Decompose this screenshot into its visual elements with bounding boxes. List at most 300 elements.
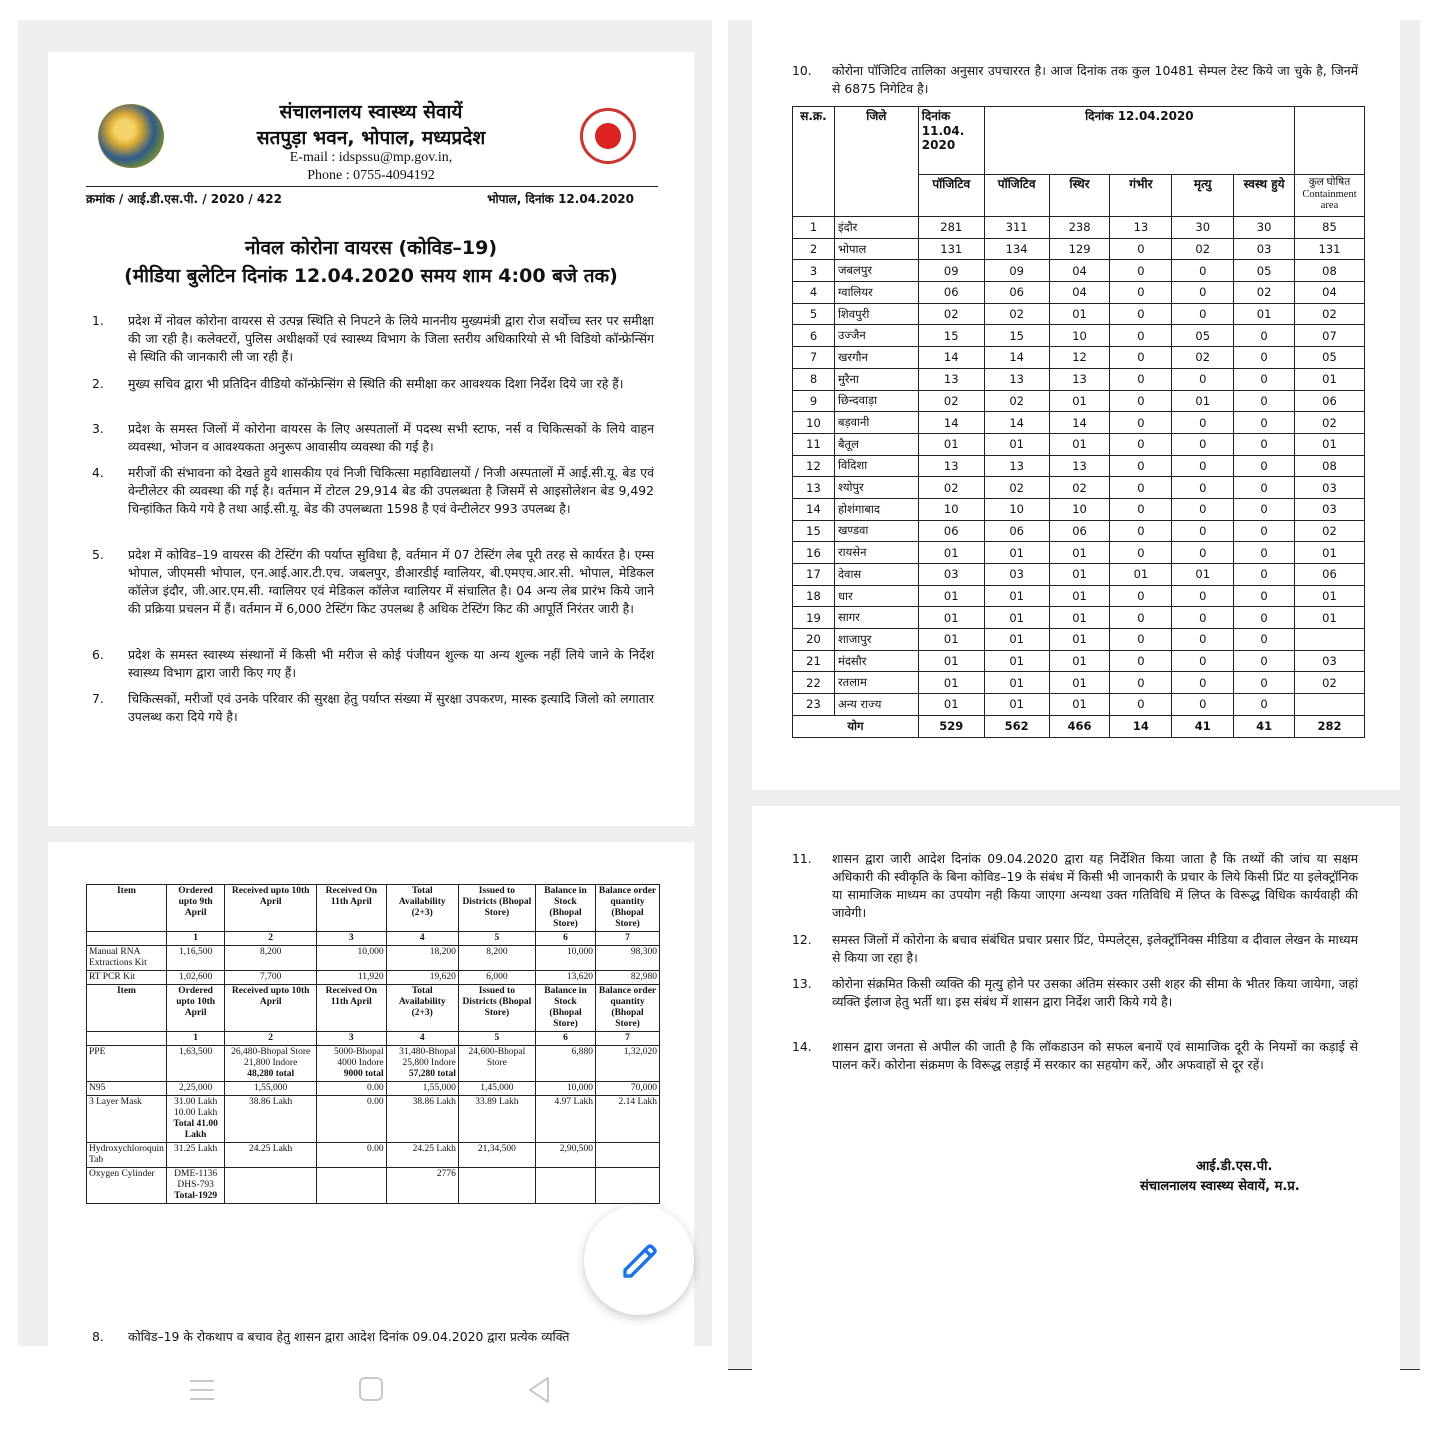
table-cell: 3 Layer Mask bbox=[87, 1096, 167, 1143]
table-cell: 14 bbox=[918, 412, 984, 434]
table-cell: योग bbox=[793, 715, 919, 737]
table-cell: 2.14 Lakh bbox=[596, 1096, 660, 1143]
table-cell: 466 bbox=[1049, 715, 1110, 737]
table-cell: 01 bbox=[1295, 585, 1365, 607]
district-name: जबलपुर bbox=[834, 260, 918, 282]
table-cell: 41 bbox=[1234, 715, 1295, 737]
table-cell: 0 bbox=[1234, 477, 1295, 499]
table-cell: 8 bbox=[793, 368, 835, 390]
stock-table bbox=[86, 884, 660, 1204]
table-cell: 01 bbox=[1049, 390, 1110, 412]
table-cell: 11 bbox=[793, 433, 835, 455]
column-header: स्वस्थ हुये bbox=[1234, 175, 1295, 217]
table-cell: 0 bbox=[1110, 238, 1172, 260]
table-cell: 311 bbox=[984, 217, 1049, 239]
table-row bbox=[87, 1096, 660, 1143]
table-cell: 13,620 bbox=[535, 971, 595, 985]
table-cell bbox=[458, 1168, 535, 1204]
table-cell: 13 bbox=[793, 477, 835, 499]
table-cell bbox=[87, 1032, 167, 1046]
table-cell: 04 bbox=[1295, 282, 1365, 304]
table-cell: 3 bbox=[793, 260, 835, 282]
table-cell: 01 bbox=[918, 433, 984, 455]
table-cell: 85 bbox=[1295, 217, 1365, 239]
table-cell: 0 bbox=[1234, 629, 1295, 651]
table-cell: 0 bbox=[1110, 390, 1172, 412]
column-header: Received On 11th April bbox=[317, 885, 387, 932]
org-name: संचालनालय स्वास्थ्य सेवायें bbox=[279, 101, 463, 123]
table-cell: 02 bbox=[1295, 303, 1365, 325]
table-cell: 129 bbox=[1049, 238, 1110, 260]
table-cell: 02 bbox=[1172, 347, 1234, 369]
table-cell: 17 bbox=[793, 564, 835, 586]
table-cell: 0 bbox=[1234, 455, 1295, 477]
table-cell: 01 bbox=[918, 585, 984, 607]
table-cell: 8,200 bbox=[458, 946, 535, 971]
table-cell: 20 bbox=[793, 629, 835, 651]
table-cell: 03 bbox=[1295, 477, 1365, 499]
table-cell: 6,000 bbox=[458, 971, 535, 985]
cell-total: Total-1929 bbox=[174, 1191, 218, 1201]
table-cell: 24.25 Lakh bbox=[386, 1143, 458, 1168]
paragraph: 12. समस्त जिलों में कोरोना के बचाव संबंधित प्रचार प्रसार प्रिंट, पेम्पलेट्स, इलेक्ट्रॉनिक्स मीडिया व दीवाल लेखन के माध्यम से किया जा रहा है। bbox=[792, 932, 1358, 965]
paragraph: 3. प्रदेश के समस्त जिलों में कोरोना वायरस के लिए अस्पतालों में पदस्थ सभी स्टाफ, नर्स व चिकित्सकों के लिये वाहन व्यवस्था, भोजन व आवश्यकता अनुरूप आवासीय व्यवस्था की गई है। bbox=[92, 421, 654, 454]
paragraph: 6. प्रदेश के समस्त स्वास्थ्य संस्थानों में किसी भी मरीज से कोई पंजीयन शुल्क या अन्य शुल्क नहीं लिये जाने के निर्देश स्वास्थ्य विभाग द्वारा जारी किए गए हैं। bbox=[92, 647, 654, 680]
table-cell: 0 bbox=[1110, 282, 1172, 304]
table-row bbox=[793, 650, 1365, 672]
table-cell: 13 bbox=[984, 368, 1049, 390]
table-cell: 01 bbox=[984, 585, 1049, 607]
table-cell: 1 bbox=[166, 932, 224, 946]
table-cell: 01 bbox=[1295, 607, 1365, 629]
table-cell: 6 bbox=[535, 932, 595, 946]
column-header: Received upto 10th April bbox=[225, 885, 317, 932]
table-cell: 1,55,000 bbox=[386, 1082, 458, 1096]
table-cell bbox=[1295, 629, 1365, 651]
table-cell: 02 bbox=[918, 390, 984, 412]
table-cell: 31,480-Bhopal 25,800 Indore 57,280 total bbox=[386, 1046, 458, 1082]
table-cell: Hydroxychloroquin Tab bbox=[87, 1143, 167, 1168]
table-row bbox=[87, 1046, 660, 1082]
column-header: कुल घोषित Containment area bbox=[1295, 175, 1365, 217]
home-icon[interactable] bbox=[358, 1376, 384, 1402]
table-cell: 01 bbox=[918, 672, 984, 694]
table-cell: 0 bbox=[1172, 607, 1234, 629]
header-rule bbox=[86, 186, 658, 187]
table-cell: 0 bbox=[1172, 672, 1234, 694]
column-header: Balance order quantity (Bhopal Store) bbox=[596, 985, 660, 1032]
table-cell: 19 bbox=[793, 607, 835, 629]
cell-total: Total 41.00 Lakh bbox=[173, 1119, 218, 1140]
district-name: मुरैना bbox=[834, 368, 918, 390]
table-cell: 14 bbox=[984, 347, 1049, 369]
table-cell: 02 bbox=[1172, 238, 1234, 260]
table-cell: 13 bbox=[984, 455, 1049, 477]
table-cell: 06 bbox=[918, 282, 984, 304]
table-cell: 1,02,600 bbox=[166, 971, 224, 985]
table-row bbox=[793, 542, 1365, 564]
paragraph: 14. शासन द्वारा जनता से अपील की जाती है कि लॉकडाउन को सफल बनायें एवं सामाजिक दूरी के नियमों का कड़ाई से पालन करें। कोरोना संक्रमण के विरूद्ध लड़ाई में सरकार का सहयोग करें, और अफवाहों से दूर रहें। bbox=[792, 1039, 1358, 1072]
table-cell: 10 bbox=[918, 498, 984, 520]
table-cell: 4 bbox=[793, 282, 835, 304]
table-cell: 0 bbox=[1234, 585, 1295, 607]
signature-line-2: संचालनालय स्वास्थ्य सेवायें, म.प्र. bbox=[1140, 1179, 1300, 1194]
table-cell: 03 bbox=[918, 564, 984, 586]
district-table bbox=[792, 106, 1365, 738]
table-cell: 24.25 Lakh bbox=[225, 1143, 317, 1168]
table-cell: 1 bbox=[793, 217, 835, 239]
table-cell: 30 bbox=[1172, 217, 1234, 239]
table-cell: 0 bbox=[1110, 629, 1172, 651]
column-header: पॉजिटिव bbox=[984, 175, 1049, 217]
table-cell: 01 bbox=[1049, 585, 1110, 607]
table-cell: 06 bbox=[918, 520, 984, 542]
table-cell: 0 bbox=[1172, 303, 1234, 325]
table-cell: 08 bbox=[1295, 260, 1365, 282]
table-cell: 09 bbox=[918, 260, 984, 282]
table-cell: 10,000 bbox=[317, 946, 387, 971]
table-row bbox=[793, 347, 1365, 369]
table-cell: 04 bbox=[1049, 282, 1110, 304]
table-cell: 282 bbox=[1295, 715, 1365, 737]
table-cell: 0 bbox=[1110, 694, 1172, 716]
table-cell: 01 bbox=[1049, 542, 1110, 564]
table-cell: 4 bbox=[386, 1032, 458, 1046]
table-cell: 0 bbox=[1234, 564, 1295, 586]
table-cell: 02 bbox=[918, 477, 984, 499]
table-cell: 21,34,500 bbox=[458, 1143, 535, 1168]
table-cell: 01 bbox=[918, 607, 984, 629]
table-cell: 10 bbox=[1049, 498, 1110, 520]
org-phone: Phone : 0755-4094192 bbox=[307, 168, 435, 183]
table-cell: 09 bbox=[984, 260, 1049, 282]
table-row bbox=[87, 946, 660, 971]
table-cell: 0 bbox=[1172, 585, 1234, 607]
table-cell: 238 bbox=[1049, 217, 1110, 239]
table-cell: 98,300 bbox=[596, 946, 660, 971]
table-row bbox=[87, 1143, 660, 1168]
table-cell: 7 bbox=[596, 1032, 660, 1046]
table-cell: 0 bbox=[1110, 303, 1172, 325]
header-sno: स.क्र. bbox=[793, 107, 835, 217]
table-cell: 0 bbox=[1234, 325, 1295, 347]
table-cell: 0 bbox=[1234, 498, 1295, 520]
table-cell: PPE bbox=[87, 1046, 167, 1082]
table-cell: 01 bbox=[918, 650, 984, 672]
table-cell: 13 bbox=[1049, 455, 1110, 477]
table-cell: 5 bbox=[793, 303, 835, 325]
table-cell: 7 bbox=[596, 932, 660, 946]
table-cell: 0 bbox=[1234, 433, 1295, 455]
table-cell: 01 bbox=[1049, 694, 1110, 716]
table-cell: 1,63,500 bbox=[166, 1046, 224, 1082]
district-name: बड़वानी bbox=[834, 412, 918, 434]
table-cell: 04 bbox=[1049, 260, 1110, 282]
table-cell: 3 bbox=[317, 1032, 387, 1046]
table-row bbox=[793, 390, 1365, 412]
table-cell: 0 bbox=[1234, 607, 1295, 629]
table-cell: 01 bbox=[984, 629, 1049, 651]
table-cell: 0 bbox=[1172, 433, 1234, 455]
table-cell: 1,45,000 bbox=[458, 1082, 535, 1096]
table-cell: 9 bbox=[793, 390, 835, 412]
page-2[interactable] bbox=[752, 20, 1400, 790]
table-cell: RT PCR Kit bbox=[87, 971, 167, 985]
table-cell: Oxygen Cylinder bbox=[87, 1168, 167, 1204]
paragraph: 11. शासन द्वारा जारी आदेश दिनांक 09.04.2020 द्वारा यह निर्देशित किया जाता है कि तथ्यों की जांच या सक्षम अधिकारी की स्वीकृति के बिना कोविड–19 के संबंध में किसी भी जानकारी के प्रचार के लिये किसी प्रिंट या इलेक्ट्रॉनिक या सामाजिक माध्यम का उपयोग नही किया जाएगा अन्यथा उक्त गतिविधि में लिप्त के विरूद्ध विधिक कार्यवाही की जावेगी। bbox=[792, 851, 1358, 920]
table-cell: 31.25 Lakh bbox=[166, 1143, 224, 1168]
table-cell: 6,880 bbox=[535, 1046, 595, 1082]
table-cell: 0 bbox=[1172, 542, 1234, 564]
table-cell: 0 bbox=[1172, 455, 1234, 477]
table-row bbox=[793, 433, 1365, 455]
table-cell: 01 bbox=[1110, 564, 1172, 586]
table-cell: 7 bbox=[793, 347, 835, 369]
table-cell: 14 bbox=[1110, 715, 1172, 737]
table-row bbox=[793, 238, 1365, 260]
table-row bbox=[793, 217, 1365, 239]
table-cell: 0 bbox=[1110, 650, 1172, 672]
table-cell: 2,25,000 bbox=[166, 1082, 224, 1096]
table-row bbox=[793, 672, 1365, 694]
table-cell: 13 bbox=[1110, 217, 1172, 239]
table-cell: 70,000 bbox=[596, 1082, 660, 1096]
table-cell: 13 bbox=[1049, 368, 1110, 390]
table-cell: 02 bbox=[984, 303, 1049, 325]
table-cell: 19,620 bbox=[386, 971, 458, 985]
table-cell: 0 bbox=[1234, 368, 1295, 390]
table-cell: 06 bbox=[984, 520, 1049, 542]
back-icon[interactable] bbox=[526, 1376, 552, 1404]
table-row bbox=[793, 585, 1365, 607]
column-header: Ordered upto 9th April bbox=[166, 885, 224, 932]
table-cell: 0 bbox=[1172, 520, 1234, 542]
table-cell: 10,000 bbox=[535, 946, 595, 971]
table-row bbox=[793, 694, 1365, 716]
table-cell: 01 bbox=[1295, 542, 1365, 564]
table-cell: 5 bbox=[458, 1032, 535, 1046]
table-cell: 0 bbox=[1172, 650, 1234, 672]
table-cell: 18 bbox=[793, 585, 835, 607]
cell-total: 57,280 total bbox=[408, 1069, 456, 1079]
district-name: इंदौर bbox=[834, 217, 918, 239]
district-name: विदिशा bbox=[834, 455, 918, 477]
column-header: Total Availability (2+3) bbox=[386, 885, 458, 932]
table-cell: 01 bbox=[984, 542, 1049, 564]
table-cell: 01 bbox=[1295, 433, 1365, 455]
table-cell bbox=[535, 1168, 595, 1204]
table-cell: 15 bbox=[793, 520, 835, 542]
table-cell: 13 bbox=[918, 455, 984, 477]
menu-icon[interactable] bbox=[188, 1378, 216, 1402]
reference-number: क्रमांक / आई.डी.एस.पी. / 2020 / 422 bbox=[86, 192, 282, 206]
table-row bbox=[793, 520, 1365, 542]
table-cell: 1 bbox=[166, 1032, 224, 1046]
table-cell: 26,480-Bhopal Store 21,800 Indore 48,280 total bbox=[225, 1046, 317, 1082]
paragraph: 1. प्रदेश में नोवल कोरोना वायरस से उत्पन्न स्थिति से निपटने के लिये माननीय मुख्यमंत्री द्वारा रोज सर्वोच्च स्तर पर समीक्षा की जा रही है। कलेक्टरों, पुलिस अधीक्षकों एवं स्वास्थ्य विभाग के जिला स्तरीय अधिकारियो से भी विडियो कॉन्फ्रेन्सिंग से स्थिति की जानकारी ली जा रही हैं। bbox=[92, 313, 654, 364]
table-cell: 03 bbox=[984, 564, 1049, 586]
table-cell: 0 bbox=[1110, 672, 1172, 694]
table-cell: 0 bbox=[1234, 694, 1295, 716]
table-cell: 0 bbox=[1172, 282, 1234, 304]
total-row bbox=[793, 715, 1365, 737]
table-cell: 01 bbox=[1049, 672, 1110, 694]
table-cell: 21 bbox=[793, 650, 835, 672]
district-name: बैतूल bbox=[834, 433, 918, 455]
table-cell: 0 bbox=[1110, 520, 1172, 542]
table-row bbox=[793, 629, 1365, 651]
system-nav-bar bbox=[0, 1370, 720, 1440]
table-row bbox=[793, 368, 1365, 390]
table-row bbox=[793, 282, 1365, 304]
table-cell: 14 bbox=[793, 498, 835, 520]
table-cell: 6 bbox=[535, 1032, 595, 1046]
table-cell: 31.00 Lakh 10.00 Lakh Total 41.00 Lakh bbox=[166, 1096, 224, 1143]
table-cell: 01 bbox=[1049, 650, 1110, 672]
table-cell: 0 bbox=[1110, 433, 1172, 455]
table-cell: 4.97 Lakh bbox=[535, 1096, 595, 1143]
table-cell: 15 bbox=[984, 325, 1049, 347]
table-cell: 01 bbox=[1049, 433, 1110, 455]
table-cell: 01 bbox=[1234, 303, 1295, 325]
table-row bbox=[793, 455, 1365, 477]
table-cell: 0 bbox=[1234, 672, 1295, 694]
edit-button[interactable] bbox=[584, 1205, 694, 1315]
table-cell: 5 bbox=[458, 932, 535, 946]
table-cell: 3 bbox=[317, 932, 387, 946]
table-cell: 38.86 Lakh bbox=[386, 1096, 458, 1143]
table-cell: 01 bbox=[1172, 390, 1234, 412]
table-row bbox=[793, 412, 1365, 434]
table-cell bbox=[87, 932, 167, 946]
table-cell: 0.00 bbox=[317, 1143, 387, 1168]
table-cell: 14 bbox=[984, 412, 1049, 434]
cell-total: 9000 total bbox=[343, 1069, 384, 1079]
table-cell: 0 bbox=[1110, 607, 1172, 629]
table-cell: 0 bbox=[1234, 347, 1295, 369]
table-cell: 01 bbox=[1049, 303, 1110, 325]
table-cell: 10 bbox=[984, 498, 1049, 520]
table-cell: 0 bbox=[1234, 650, 1295, 672]
paragraph: 5. प्रदेश में कोविड–19 वायरस की टेस्टिंग की पर्याप्त सुविधा है, वर्तमान में 07 टेस्टिंग लेब पूरी तरह से कार्यरत है। एम्स भोपाल, जीएमसी भोपाल, एन.आई.आर.टी.एच. जबलपुर, डीआरडीई ग्वालियर, बी.एमएच.आर.सी. भोपाल, मेडिकल कॉलेज इंदौर, जी.आर.एम.सी. ग्वालियर एवं मेडिकल कॉलेज ग्वालियर में संचालित है। 04 अन्य लेब प्रारंभ किये जाने की प्रक्रिया प्रचलन में हैं। वर्तमान में 6,000 टेस्टिंग किट उपलब्ध है अधिक टेस्टिंग किट की आपूर्ति निरंतर जारी है। bbox=[92, 547, 654, 616]
district-name: होशंगाबाद bbox=[834, 498, 918, 520]
table-cell: 0 bbox=[1172, 477, 1234, 499]
table-cell: 82,980 bbox=[596, 971, 660, 985]
table-cell: 2 bbox=[793, 238, 835, 260]
table-cell: 0.00 bbox=[317, 1082, 387, 1096]
district-name: देवास bbox=[834, 564, 918, 586]
paragraph: 13. कोरोना संक्रमित किसी व्यक्ति की मृत्यु होने पर उसका अंतिम संस्कार उसी शहर की सीमा के भीतर किया जायेगा, जहां व्यक्ति ईलाज हेतु भर्ती था। इस संबंध में शासन द्वारा निर्देश जारी किये गये है। bbox=[792, 976, 1358, 1009]
table-cell: 01 bbox=[1049, 564, 1110, 586]
table-cell: 7,700 bbox=[225, 971, 317, 985]
table-cell: 1,32,020 bbox=[596, 1046, 660, 1082]
district-name: अन्य राज्य bbox=[834, 694, 918, 716]
table-cell: 0 bbox=[1234, 542, 1295, 564]
district-name: खरगौन bbox=[834, 347, 918, 369]
table-cell bbox=[317, 1168, 387, 1204]
column-header: Received upto 10th April bbox=[225, 985, 317, 1032]
table-cell: 0 bbox=[1110, 585, 1172, 607]
table-cell: 08 bbox=[1295, 455, 1365, 477]
table-cell: 281 bbox=[918, 217, 984, 239]
column-header: Item bbox=[87, 885, 167, 932]
table-cell: 2 bbox=[225, 1032, 317, 1046]
table-cell: 134 bbox=[984, 238, 1049, 260]
table-cell: 01 bbox=[984, 433, 1049, 455]
table-cell: 0 bbox=[1110, 412, 1172, 434]
table-cell: 0 bbox=[1172, 260, 1234, 282]
table-cell: 05 bbox=[1295, 347, 1365, 369]
district-name: छिन्दवाड़ा bbox=[834, 390, 918, 412]
bulletin-title: नोवल कोरोना वायरस (कोविड–19) bbox=[244, 237, 498, 259]
table-cell: 01 bbox=[984, 694, 1049, 716]
table-row bbox=[793, 303, 1365, 325]
table-cell: 131 bbox=[918, 238, 984, 260]
table-cell: 0 bbox=[1234, 520, 1295, 542]
column-header: Received On 11th April bbox=[317, 985, 387, 1032]
table-row bbox=[793, 564, 1365, 586]
table-cell: 02 bbox=[1295, 520, 1365, 542]
paragraph: 10. कोरोना पॉजिटिव तालिका अनुसार उपचाररत है। आज दिनांक तक कुल 10481 सेम्पल टेस्ट किये जा चुके है, जिनमें से 6875 निगेटिव है। bbox=[792, 63, 1358, 96]
table-cell: 12 bbox=[1049, 347, 1110, 369]
table-cell: 02 bbox=[984, 477, 1049, 499]
table-cell: 03 bbox=[1234, 238, 1295, 260]
page-3[interactable] bbox=[752, 806, 1400, 1370]
table-cell: 16 bbox=[793, 542, 835, 564]
table-cell: 0 bbox=[1172, 412, 1234, 434]
signature-line-1: आई.डी.एस.पी. bbox=[1196, 1159, 1273, 1174]
district-name: उज्जैन bbox=[834, 325, 918, 347]
column-header: Balance in Stock (Bhopal Store) bbox=[535, 985, 595, 1032]
table-cell: 0 bbox=[1234, 412, 1295, 434]
table-cell: 01 bbox=[1049, 629, 1110, 651]
table-cell: 0 bbox=[1110, 477, 1172, 499]
table-cell: 01 bbox=[984, 672, 1049, 694]
table-cell: 0 bbox=[1234, 390, 1295, 412]
table-cell: 02 bbox=[984, 390, 1049, 412]
table-cell: 03 bbox=[1295, 650, 1365, 672]
column-header: Balance in Stock (Bhopal Store) bbox=[535, 885, 595, 932]
table-cell: 10 bbox=[793, 412, 835, 434]
table-cell: 0 bbox=[1110, 498, 1172, 520]
paragraph: 2. मुख्य सचिव द्वारा भी प्रतिदिन वीडियो कॉन्फ्रेन्सिंग से स्थिति की समीक्षा कर आवश्यक दिशा निर्देश दिये जा रहे हैं। bbox=[92, 376, 624, 391]
table-row bbox=[793, 325, 1365, 347]
district-name: श्योपुर bbox=[834, 477, 918, 499]
page-1[interactable] bbox=[48, 52, 694, 826]
table-cell: 13 bbox=[918, 368, 984, 390]
table-cell: 01 bbox=[984, 650, 1049, 672]
table-cell: 10 bbox=[1049, 325, 1110, 347]
table-cell: 14 bbox=[918, 347, 984, 369]
table-cell: 02 bbox=[1295, 412, 1365, 434]
table-cell: 5000-Bhopal 4000 Indore 9000 total bbox=[317, 1046, 387, 1082]
bulletin-subtitle: (मीडिया बुलेटिन दिनांक 12.04.2020 समय शाम 4:00 बजे तक) bbox=[124, 265, 618, 287]
org-address: सतपुड़ा भवन, भोपाल, मध्यप्रदेश bbox=[256, 127, 486, 149]
table-row bbox=[793, 498, 1365, 520]
column-header: Issued to Districts (Bhopal Store) bbox=[458, 885, 535, 932]
table-cell: 01 bbox=[984, 607, 1049, 629]
table-cell bbox=[1295, 694, 1365, 716]
table-cell: Manual RNA Extractions Kit bbox=[87, 946, 167, 971]
table-cell bbox=[225, 1168, 317, 1204]
table-cell: 01 bbox=[1172, 564, 1234, 586]
table-cell: 0 bbox=[1110, 347, 1172, 369]
column-header: Total Availability (2+3) bbox=[386, 985, 458, 1032]
table-cell: 05 bbox=[1234, 260, 1295, 282]
table-cell: 0 bbox=[1110, 260, 1172, 282]
table-cell: 06 bbox=[1295, 564, 1365, 586]
table-row bbox=[87, 1168, 660, 1204]
